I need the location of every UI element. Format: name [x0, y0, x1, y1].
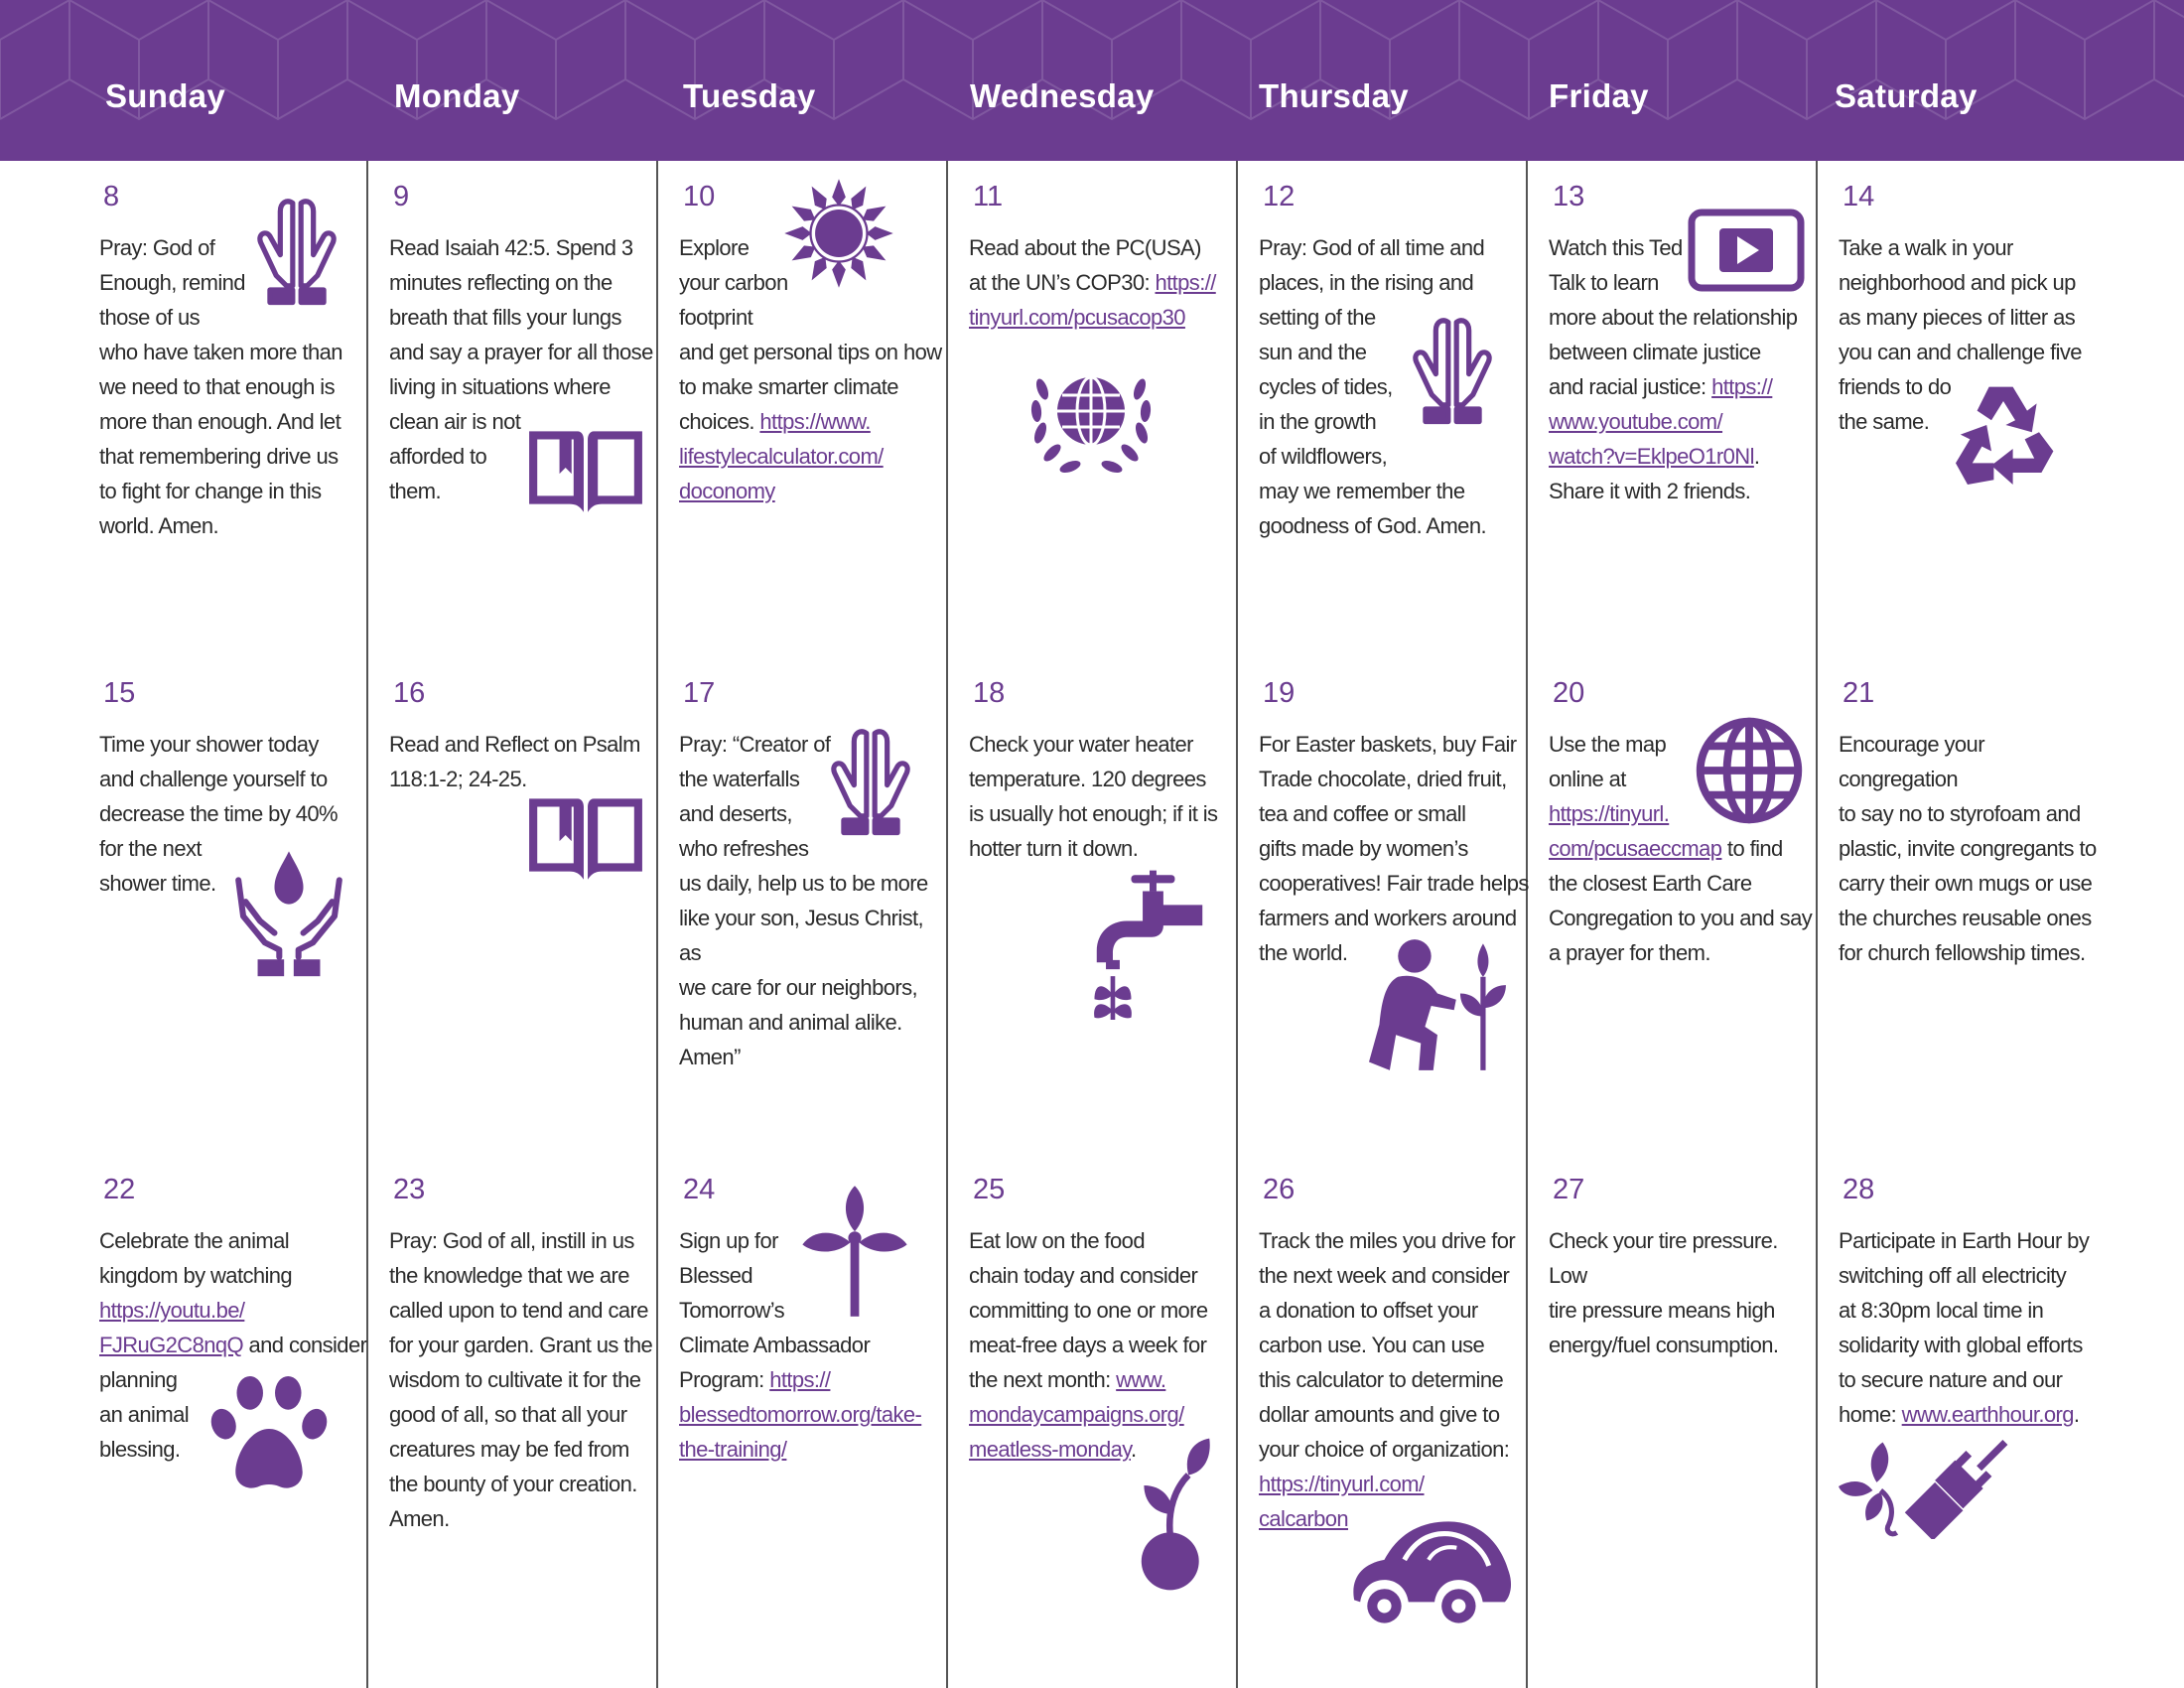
day-number: 28 [1843, 1174, 1875, 1205]
day-number: 11 [973, 181, 1004, 212]
day-cell-12 [1251, 161, 1541, 657]
day-number: 16 [393, 677, 426, 709]
open-book-icon [525, 788, 646, 886]
day-activity-text: Read about the PC(USA) at the UN’s COP30: https:// tinyurl.com/pcusacop30 [969, 235, 1216, 330]
eco-car-icon [1344, 1513, 1515, 1630]
day-cell-26 [1251, 1154, 1541, 1650]
paw-print-icon [208, 1376, 330, 1493]
day-cell-10 [671, 161, 961, 657]
day-number: 12 [1263, 181, 1296, 212]
day-cell-28 [1831, 1154, 2120, 1650]
sun-icon [782, 177, 895, 290]
earth-care-map-link[interactable]: https://tinyurl. com/pcusaeccmap [1549, 801, 1722, 861]
day-activity-text: Track the miles you drive for the next week and consider a donation to offset your carbon use. You can use this calculator to determine dollar amounts and give to your choice of organization: https://tinyurl.com/ calcarbon [1259, 1228, 1516, 1531]
day-header-saturday: Saturday [1835, 77, 1978, 114]
day-cell-16 [381, 657, 671, 1154]
day-number: 17 [683, 677, 716, 709]
day-cell-11 [961, 161, 1251, 657]
day-activity-text: Read and Reflect on Psalm 118:1-2; 24-25. [389, 732, 640, 791]
day-number: 10 [683, 181, 716, 212]
day-cell-25 [961, 1154, 1251, 1650]
sprout-icon [1136, 1436, 1215, 1593]
day-activity-text: Participate in Earth Hour by switching off all electricity at 8:30pm local time in solidarity with global efforts to secure nature and our home: www.earthhour.org. [1839, 1228, 2090, 1427]
day-header-wednesday: Wednesday [970, 77, 1155, 114]
day-cell-21 [1831, 657, 2120, 1154]
day-activity-text: Check your water heater temperature. 120 degrees is usually hot enough; if it is hotter turn it down. [969, 732, 1218, 861]
day-cell-8 [91, 161, 381, 657]
carbon-offset-calculator-link[interactable]: https://tinyurl.com/ calcarbon [1259, 1472, 1425, 1531]
praying-hands-icon [1398, 310, 1507, 434]
day-number: 24 [683, 1174, 716, 1205]
un-globe-laurel-icon [1017, 350, 1165, 489]
day-activity-text: Time your shower today and challenge yourself to decrease the time by 40% for the next shower time. [99, 732, 338, 896]
day-activity-text: Pray: “Creator of the waterfalls and deserts, who refreshes us daily, help us to be more like your son, Jesus Christ, as we care for our neighbors, human and animal alike. Amen” [679, 732, 928, 1069]
day-activity-text: Encourage your congregation to say no to styrofoam and plastic, invite congregants to carry their own mugs or use the churches reusable ones for church fellowship times. [1839, 732, 2097, 965]
day-header-thursday: Thursday [1259, 77, 1409, 114]
day-header-sunday: Sunday [105, 77, 225, 114]
day-activity-text: Read Isaiah 42:5. Spend 3 minutes reflecting on the breath that fills your lungs and say a prayer for all those living in situations where clean air is not afforded to them. [389, 235, 653, 503]
faucet-sprout-icon [1090, 866, 1209, 1027]
ted-talk-link[interactable]: https:// www.youtube.com/ watch?v=EklpeO1r0Nl [1549, 374, 1773, 469]
day-activity-text: Take a walk in your neighborhood and pick up as many pieces of litter as you can and challenge five friends to do the same. [1839, 235, 2082, 434]
day-activity-text: For Easter baskets, buy Fair Trade chocolate, dried fruit, tea and coffee or small gifts made by women’s cooperatives! Fair trade helps farmers and workers around the world. [1259, 732, 1529, 965]
day-number: 26 [1263, 1174, 1296, 1205]
day-cell-22 [91, 1154, 381, 1650]
day-header-monday: Monday [394, 77, 520, 114]
day-number: 22 [103, 1174, 136, 1205]
leaf-plug-icon [1837, 1438, 2013, 1539]
video-play-icon [1688, 209, 1805, 292]
day-cell-13 [1541, 161, 1831, 657]
day-cell-24 [671, 1154, 961, 1650]
earth-hour-link[interactable]: www.earthhour.org [1901, 1402, 2074, 1427]
climate-ambassador-link[interactable]: https:// blessedtomorrow.org/take- the-training/ [679, 1367, 922, 1462]
day-header-tuesday: Tuesday [683, 77, 816, 114]
weekday-header [0, 0, 2184, 161]
day-cell-14 [1831, 161, 2120, 657]
day-activity-text: Sign up for Blessed Tomorrow’s Climate Ambassador Program: https:// blessedtomorrow.org/take- the-training/ [679, 1228, 922, 1462]
day-cell-9 [381, 161, 671, 657]
hands-water-drop-icon [228, 832, 349, 981]
day-number: 13 [1553, 181, 1585, 212]
day-activity-text: Pray: God of all, instill in us the knowledge that we are called upon to tend and care for your garden. Grant us the wisdom to cultivate it for the good of all, so that all your creatures may be fed from the bounty of your creation. Amen. [389, 1228, 653, 1531]
day-activity-text: Pray: God of Enough, remind those of us who have taken more than we need to that enough is more than enough. And let that remembering drive us to fight for change in this world. Amen. [99, 235, 342, 538]
day-number: 14 [1843, 181, 1875, 212]
day-cell-23 [381, 1154, 671, 1650]
globe-icon [1694, 715, 1805, 826]
day-activity-text: Pray: God of all time and places, in the rising and setting of the sun and the cycles of tides, in the growth of wildflowers, may we remember the goodness of God. Amen. [1259, 235, 1486, 538]
meatless-monday-link[interactable]: www. mondaycampaigns.org/ meatless-monday [969, 1367, 1184, 1462]
praying-hands-icon [242, 191, 351, 315]
day-number: 25 [973, 1174, 1006, 1205]
day-activity-text: Watch this Ted Talk to learn more about the relationship between climate justice and racial justice: https:// www.youtube.com/ watch?v=EklpeO1r0Nl. Share it with 2 friends. [1549, 235, 1798, 503]
carbon-calculator-link[interactable]: https://www. lifestylecalculator.com/ doconomy [679, 409, 884, 503]
day-activity-text: Check your tire pressure. Low tire pressure means high energy/fuel consumption. [1549, 1228, 1779, 1357]
day-number: 9 [393, 181, 410, 212]
day-cell-18 [961, 657, 1251, 1154]
recycle-icon [1942, 377, 2065, 496]
day-number: 8 [103, 181, 120, 212]
open-book-icon [525, 421, 646, 518]
day-activity-text: Use the map online at https://tinyurl. com/pcusaeccmap to find the closest Earth Care Congregation to you and say a prayer for them. [1549, 732, 1813, 965]
day-number: 21 [1843, 677, 1875, 709]
animal-kingdom-video-link[interactable]: https://youtu.be/ FJRuG2C8nqQ [99, 1298, 245, 1357]
day-cell-15 [91, 657, 381, 1154]
day-activity-text: Celebrate the animal kingdom by watching https://youtu.be/ FJRuG2C8nqQ and consider planning an animal blessing. [99, 1228, 367, 1462]
day-activity-text: Eat low on the food chain today and consider committing to one or more meat-free days a week for the next month: www. mondaycampaigns.org/ meatless-monday. [969, 1228, 1208, 1462]
praying-hands-icon [816, 721, 925, 845]
day-number: 19 [1263, 677, 1296, 709]
person-planting-icon [1360, 935, 1517, 1074]
day-cell-27 [1541, 1154, 1831, 1650]
cop30-link[interactable]: https:// tinyurl.com/pcusacop30 [969, 270, 1216, 330]
leaf-windmill-icon [800, 1184, 909, 1319]
day-cell-20 [1541, 657, 1831, 1154]
day-number: 27 [1553, 1174, 1585, 1205]
day-number: 15 [103, 677, 136, 709]
day-number: 20 [1553, 677, 1585, 709]
day-number: 23 [393, 1174, 426, 1205]
day-header-friday: Friday [1549, 77, 1649, 114]
day-number: 18 [973, 677, 1006, 709]
day-cell-19 [1251, 657, 1541, 1154]
day-activity-text: Explore your carbon footprint and get personal tips on how to make smarter climate choices. https://www. lifestylecalculator.com/ doconomy [679, 235, 942, 503]
day-cell-17 [671, 657, 961, 1154]
